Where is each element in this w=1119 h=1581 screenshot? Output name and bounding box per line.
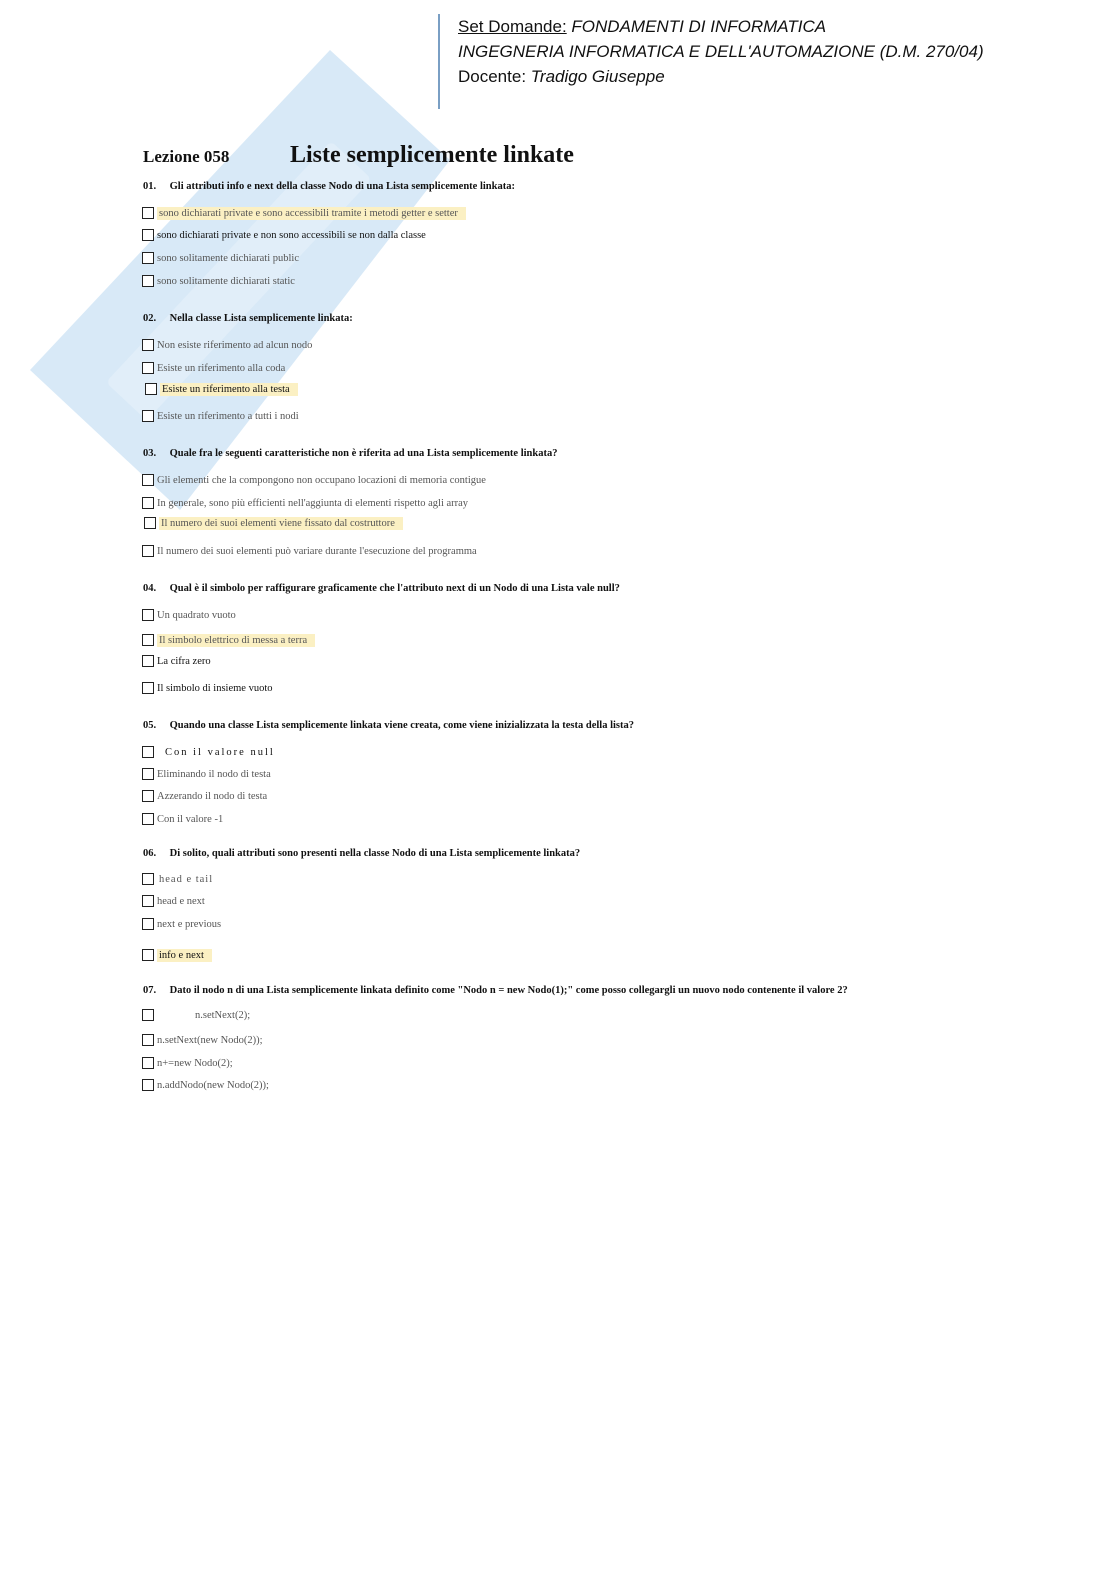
answer-text: Azzerando il nodo di testa: [157, 790, 268, 802]
question-04: [143, 583, 620, 594]
answer-option[interactable]: [145, 381, 298, 397]
question-text: Dato il nodo n di una Lista semplicemente linkata definito come "Nodo n = new Nodo(1);" come posso collegargli un nuovo nodo contenente il valore 2?: [169, 985, 848, 996]
question-03: [143, 448, 557, 459]
checkbox[interactable]: [142, 207, 154, 219]
answer-text: info e next: [157, 949, 212, 962]
checkbox[interactable]: [142, 655, 154, 667]
answer-text: Eliminando il nodo di testa: [157, 768, 271, 780]
answer-option[interactable]: [142, 250, 299, 266]
answer-option[interactable]: [144, 515, 403, 531]
document-header: [438, 14, 984, 109]
answer-option[interactable]: [142, 1032, 263, 1048]
question-06: [143, 848, 580, 859]
answer-option[interactable]: [142, 472, 486, 488]
checkbox[interactable]: [142, 497, 154, 509]
header-teacher-line: [458, 64, 984, 89]
answer-text: In generale, sono più efficienti nell'aggiunta di elementi rispetto agli array: [157, 497, 469, 509]
answer-option[interactable]: [142, 947, 212, 963]
answer-text: Esiste un riferimento alla testa: [160, 383, 298, 396]
set-label: Set Domande:: [458, 17, 567, 36]
checkbox[interactable]: [145, 383, 157, 395]
checkbox[interactable]: [142, 813, 154, 825]
checkbox[interactable]: [142, 768, 154, 780]
answer-text: n.setNext(2);: [195, 1009, 251, 1021]
question-05: [143, 720, 634, 731]
answer-text: Esiste un riferimento a tutti i nodi: [157, 410, 299, 422]
answer-option[interactable]: [142, 916, 221, 932]
answer-option[interactable]: [142, 337, 312, 353]
question-text: Qual è il simbolo per raffigurare graficamente che l'attributo next di un Nodo di una Lista vale null?: [169, 583, 620, 594]
question-02: [143, 313, 353, 324]
answer-text: Gli elementi che la compongono non occupano locazioni di memoria contigue: [157, 474, 486, 486]
question-text: Di solito, quali attributi sono presenti nella classe Nodo di una Lista semplicemente linkata?: [169, 848, 581, 859]
checkbox[interactable]: [142, 746, 154, 758]
answer-text: La cifra zero: [157, 655, 211, 667]
answer-text: Con il valore -1: [157, 813, 224, 825]
question-number: 06.: [143, 848, 157, 859]
course-name: FONDAMENTI DI INFORMATICA: [571, 17, 827, 36]
answer-option[interactable]: [142, 543, 477, 559]
answer-option[interactable]: [142, 744, 275, 760]
answer-option[interactable]: [142, 871, 213, 887]
teacher-label: Docente:: [458, 67, 527, 86]
checkbox[interactable]: [142, 1034, 154, 1046]
checkbox[interactable]: [142, 918, 154, 930]
question-text: Gli attributi info e next della classe Nodo di una Lista semplicemente linkata:: [169, 181, 515, 192]
checkbox[interactable]: [142, 609, 154, 621]
checkbox[interactable]: [142, 474, 154, 486]
answer-text: Non esiste riferimento ad alcun nodo: [157, 339, 313, 351]
checkbox[interactable]: [142, 1009, 154, 1021]
question-01: [143, 181, 515, 192]
checkbox[interactable]: [142, 1079, 154, 1091]
question-number: 01.: [143, 181, 157, 192]
question-number: 07.: [143, 985, 157, 996]
answer-text: n.addNodo(new Nodo(2));: [157, 1079, 269, 1091]
answer-option[interactable]: [142, 653, 211, 669]
answer-option[interactable]: [142, 360, 285, 376]
answer-text: sono solitamente dichiarati public: [157, 252, 300, 264]
answer-option[interactable]: [142, 1055, 233, 1071]
answer-text: Con il valore null: [165, 746, 275, 758]
question-number: 04.: [143, 583, 157, 594]
checkbox[interactable]: [142, 410, 154, 422]
answer-option[interactable]: [142, 788, 267, 804]
degree-name: INGEGNERIA INFORMATICA E DELL'AUTOMAZIONE (D.M. 270/04): [458, 42, 984, 61]
answer-text: head e tail: [159, 873, 214, 885]
answer-option[interactable]: [142, 1077, 269, 1093]
answer-option[interactable]: [142, 607, 236, 623]
answer-option[interactable]: [142, 893, 205, 909]
checkbox[interactable]: [142, 873, 154, 885]
answer-text: n+=new Nodo(2);: [157, 1057, 233, 1069]
checkbox[interactable]: [142, 682, 154, 694]
lesson-number: Lezione 058: [143, 147, 230, 166]
lesson-title: Liste semplicemente linkate: [290, 142, 574, 168]
checkbox[interactable]: [142, 252, 154, 264]
answer-text: next e previous: [157, 918, 222, 930]
answer-option[interactable]: [142, 273, 295, 289]
question-text: Quando una classe Lista semplicemente linkata viene creata, come viene inizializzata la testa della lista?: [169, 720, 635, 731]
answer-text: sono dichiarati private e sono accessibili tramite i metodi getter e setter: [157, 207, 466, 220]
checkbox[interactable]: [142, 275, 154, 287]
header-course-line: [458, 14, 984, 39]
answer-text: Il numero dei suoi elementi viene fissato dal costruttore: [159, 517, 403, 530]
answer-option[interactable]: [142, 811, 223, 827]
checkbox[interactable]: [142, 895, 154, 907]
answer-text: Esiste un riferimento alla coda: [157, 362, 286, 374]
answer-text: Un quadrato vuoto: [157, 609, 236, 621]
answer-option[interactable]: [142, 205, 466, 221]
answer-text: head e next: [157, 895, 205, 907]
answer-option[interactable]: [142, 766, 271, 782]
lesson-heading: [143, 142, 574, 169]
answer-text: Il simbolo di insieme vuoto: [157, 682, 273, 694]
answer-text: sono dichiarati private e non sono accessibili se non dalla classe: [157, 229, 426, 241]
checkbox[interactable]: [142, 1057, 154, 1069]
answer-option[interactable]: [142, 1007, 250, 1023]
question-text: Nella classe Lista semplicemente linkata:: [169, 313, 353, 324]
question-number: 03.: [143, 448, 157, 459]
answer-text: sono solitamente dichiarati static: [157, 275, 295, 287]
answer-option[interactable]: [142, 227, 426, 243]
answer-text: Il simbolo elettrico di messa a terra: [157, 634, 315, 647]
checkbox[interactable]: [142, 339, 154, 351]
checkbox[interactable]: [144, 517, 156, 529]
checkbox[interactable]: [142, 790, 154, 802]
question-number: 05.: [143, 720, 157, 731]
answer-option[interactable]: [142, 408, 299, 424]
question-07: [143, 985, 848, 996]
answer-option[interactable]: [142, 680, 273, 696]
checkbox[interactable]: [142, 229, 154, 241]
question-text: Quale fra le seguenti caratteristiche non è riferita ad una Lista semplicemente linkata?: [169, 448, 558, 459]
header-degree-line: [458, 39, 984, 64]
checkbox[interactable]: [142, 949, 154, 961]
answer-option[interactable]: [142, 632, 315, 648]
answer-option[interactable]: [142, 495, 468, 511]
answer-text: Il numero dei suoi elementi può variare durante l'esecuzione del programma: [157, 545, 477, 557]
checkbox[interactable]: [142, 634, 154, 646]
answer-text: n.setNext(new Nodo(2));: [157, 1034, 263, 1046]
teacher-name: Tradigo Giuseppe: [530, 67, 665, 86]
checkbox[interactable]: [142, 362, 154, 374]
question-number: 02.: [143, 313, 157, 324]
checkbox[interactable]: [142, 545, 154, 557]
